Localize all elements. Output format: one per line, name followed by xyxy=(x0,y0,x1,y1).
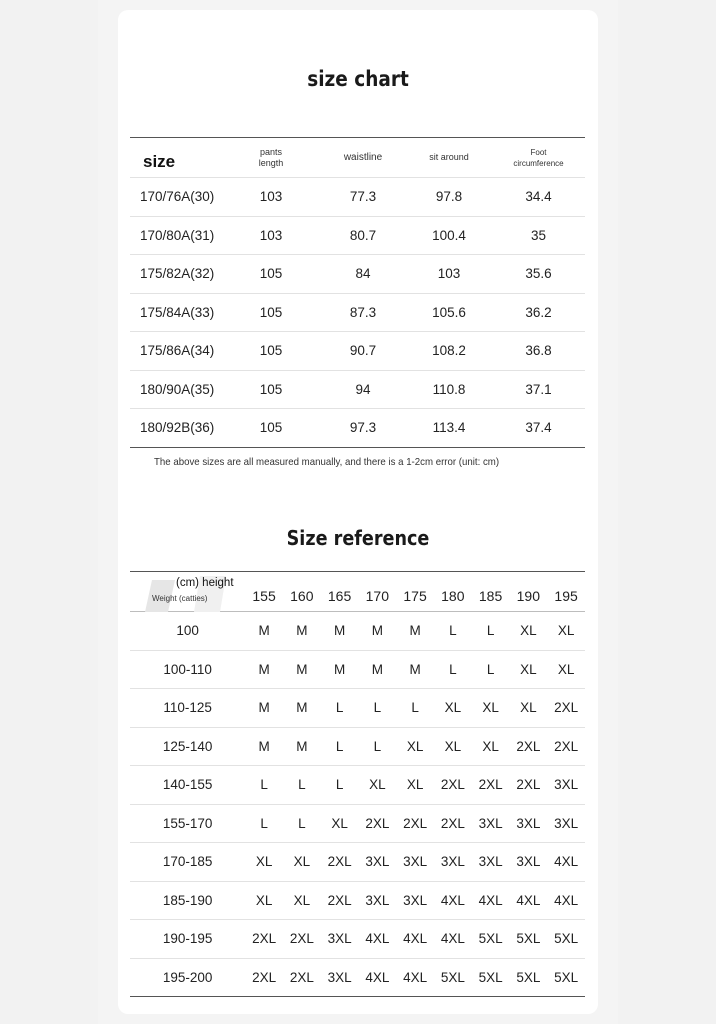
recommended-size-cell: M xyxy=(258,661,270,677)
measurement-cell: 103 xyxy=(259,189,283,205)
size-chart-row xyxy=(130,332,585,371)
size-cell: 170/80A(31) xyxy=(140,227,215,243)
recommended-size-cell: 5XL xyxy=(554,931,579,947)
size-chart-row xyxy=(130,255,585,294)
header-size xyxy=(130,138,222,178)
measurement-cell: 94 xyxy=(355,381,371,397)
measurement-cell: 103 xyxy=(437,266,461,282)
measurement-cell: 103 xyxy=(259,227,283,243)
size-chart-header-row xyxy=(130,138,585,178)
header-pants-line-1: pants xyxy=(259,146,283,157)
recommended-size-cell: XL xyxy=(520,700,537,716)
measurement-cell: 37.1 xyxy=(525,381,552,397)
recommended-size-cell: M xyxy=(371,623,383,639)
recommended-size-cell: L xyxy=(260,777,268,793)
size-reference-title: Size reference xyxy=(286,526,430,550)
size-reference-row xyxy=(130,650,585,689)
height-header-cell: 180 xyxy=(441,587,465,604)
recommended-size-cell: 4XL xyxy=(478,892,503,908)
recommended-size-cell: XL xyxy=(482,738,499,754)
height-header-cell: 170 xyxy=(365,587,389,604)
recommended-size-cell: 4XL xyxy=(554,854,579,870)
recommended-size-cell: XL xyxy=(293,854,311,870)
recommended-size-cell: 4XL xyxy=(365,931,390,947)
recommended-size-cell: M xyxy=(258,738,270,754)
size-card xyxy=(118,10,598,1014)
recommended-size-cell: XL xyxy=(520,623,537,639)
recommended-size-cell: L xyxy=(373,700,382,716)
header-sit-around xyxy=(406,138,492,178)
height-header-cell: 195 xyxy=(554,587,578,604)
measurement-note: The above sizes are all measured manually, and there is a 1-2cm error (unit: cm) xyxy=(154,456,500,468)
header-pants-length xyxy=(222,138,320,178)
measurement-cell: 105 xyxy=(259,343,283,359)
measurement-cell: 35.6 xyxy=(525,266,552,282)
recommended-size-cell: M xyxy=(333,661,346,677)
recommended-size-cell: 3XL xyxy=(478,815,503,831)
recommended-size-cell: 2XL xyxy=(252,931,277,947)
recommended-size-cell: M xyxy=(296,700,308,716)
recommended-size-cell: XL xyxy=(444,738,462,754)
measurement-cell: 36.2 xyxy=(525,304,552,320)
height-header-cell: 190 xyxy=(516,587,540,604)
size-reference-row xyxy=(130,843,585,882)
recommended-size-cell: 4XL xyxy=(440,892,465,908)
recommended-size-cell: 3XL xyxy=(365,892,390,908)
recommended-size-cell: XL xyxy=(255,892,273,908)
measurement-cell: 105 xyxy=(259,420,283,436)
measurement-cell: 105.6 xyxy=(432,304,466,320)
recommended-size-cell: 2XL xyxy=(289,931,314,947)
weight-cell: 100 xyxy=(176,623,199,639)
header-sit-around-line: sit around xyxy=(429,152,469,162)
header-foot-line-2: circumference xyxy=(513,158,564,168)
header-foot-line-1: Foot xyxy=(530,147,547,157)
recommended-size-cell: L xyxy=(373,738,382,754)
recommended-size-cell: XL xyxy=(369,777,386,793)
size-chart-row xyxy=(130,409,585,448)
height-header-cell: 185 xyxy=(478,587,503,604)
recommended-size-cell: 2XL xyxy=(327,892,352,908)
size-cell: 175/86A(34) xyxy=(140,343,215,359)
recommended-size-cell: 3XL xyxy=(403,892,428,908)
recommended-size-cell: 4XL xyxy=(403,969,428,985)
recommended-size-cell: L xyxy=(486,623,495,639)
recommended-size-cell: 3XL xyxy=(478,854,503,870)
size-chart-row xyxy=(130,216,585,255)
recommended-size-cell: 2XL xyxy=(478,777,503,793)
measurement-cell: 105 xyxy=(259,304,283,320)
recommended-size-cell: 3XL xyxy=(327,931,352,947)
size-cell: 180/92B(36) xyxy=(140,420,215,436)
size-chart-row xyxy=(130,293,585,332)
recommended-size-cell: M xyxy=(296,661,308,677)
header-size-line: size xyxy=(143,152,176,171)
size-cell: 175/84A(33) xyxy=(140,304,215,320)
size-reference-table xyxy=(130,571,585,997)
recommended-size-cell: XL xyxy=(406,738,424,754)
recommended-size-cell: 5XL xyxy=(516,931,541,947)
recommended-size-cell: 4XL xyxy=(403,931,428,947)
recommended-size-cell: 4XL xyxy=(554,892,579,908)
recommended-size-cell: 4XL xyxy=(440,931,465,947)
recommended-size-cell: 5XL xyxy=(440,969,465,985)
recommended-size-cell: L xyxy=(298,815,306,831)
measurement-cell: 113.4 xyxy=(432,420,466,436)
size-cell: 180/90A(35) xyxy=(140,381,215,397)
recommended-size-cell: XL xyxy=(444,700,462,716)
recommended-size-cell: 3XL xyxy=(516,815,541,831)
measurement-cell: 97.8 xyxy=(435,189,463,205)
size-chart-title: size chart xyxy=(307,67,409,91)
recommended-size-cell: XL xyxy=(557,623,575,639)
recommended-size-cell: 2XL xyxy=(554,738,579,754)
weight-cell: 170-185 xyxy=(162,854,213,870)
recommended-size-cell: 4XL xyxy=(365,969,390,985)
measurement-cell: 90.7 xyxy=(349,343,377,359)
corner-header-cell xyxy=(130,572,245,612)
recommended-size-cell: XL xyxy=(557,661,575,677)
recommended-size-cell: 3XL xyxy=(440,854,465,870)
header-waistline-line: waistline xyxy=(343,152,383,163)
size-reference-row xyxy=(130,881,585,920)
measurement-cell: 110.8 xyxy=(432,381,466,397)
measurement-cell: 105 xyxy=(259,266,283,282)
weight-cell: 185-190 xyxy=(162,892,213,908)
recommended-size-cell: 3XL xyxy=(554,777,579,793)
size-chart-row xyxy=(130,370,585,409)
recommended-size-cell: XL xyxy=(293,892,311,908)
recommended-size-cell: XL xyxy=(482,700,499,716)
recommended-size-cell: 2XL xyxy=(252,969,277,985)
recommended-size-cell: M xyxy=(371,661,383,677)
recommended-size-cell: 5XL xyxy=(516,969,541,985)
weight-cell: 100-110 xyxy=(163,661,212,677)
weight-cell: 140-155 xyxy=(162,777,213,793)
weight-cell: 110-125 xyxy=(163,700,212,716)
recommended-size-cell: 2XL xyxy=(440,777,465,793)
size-reference-row xyxy=(130,958,585,997)
recommended-size-cell: M xyxy=(258,623,270,639)
corner-height-label: (cm) height xyxy=(176,577,234,589)
measurement-cell: 34.4 xyxy=(525,189,552,205)
measurement-cell: 84 xyxy=(355,266,371,282)
measurement-cell: 105 xyxy=(259,381,283,397)
size-reference-row xyxy=(130,689,585,728)
recommended-size-cell: 2XL xyxy=(289,969,314,985)
measurement-cell: 37.4 xyxy=(525,420,552,436)
recommended-size-cell: M xyxy=(409,623,421,639)
measurement-cell: 35 xyxy=(530,227,547,243)
size-reference-row xyxy=(130,920,585,959)
recommended-size-cell: 2XL xyxy=(516,738,541,754)
recommended-size-cell: 2XL xyxy=(554,700,579,716)
height-header-cell: 155 xyxy=(252,587,276,604)
header-pants-line-2: length xyxy=(258,157,284,168)
recommended-size-cell: L xyxy=(411,700,419,716)
recommended-size-cell: L xyxy=(260,815,268,831)
size-reference-row xyxy=(130,804,585,843)
size-chart-row xyxy=(130,178,585,217)
size-reference-row xyxy=(130,766,585,805)
recommended-size-cell: L xyxy=(486,661,495,677)
recommended-size-cell: XL xyxy=(255,854,273,870)
recommended-size-cell: 2XL xyxy=(403,815,428,831)
header-waistline xyxy=(320,138,406,178)
recommended-size-cell: 2XL xyxy=(516,777,541,793)
recommended-size-cell: 5XL xyxy=(478,931,503,947)
measurement-cell: 97.3 xyxy=(349,420,377,436)
size-reference-header-row xyxy=(130,572,585,612)
recommended-size-cell: L xyxy=(298,777,306,793)
measurement-cell: 77.3 xyxy=(349,189,377,205)
measurement-cell: 87.3 xyxy=(349,304,377,320)
recommended-size-cell: L xyxy=(335,777,344,793)
recommended-size-cell: 5XL xyxy=(478,969,503,985)
recommended-size-cell: 3XL xyxy=(516,854,541,870)
recommended-size-cell: 2XL xyxy=(440,815,465,831)
size-reference-row xyxy=(130,727,585,766)
recommended-size-cell: M xyxy=(258,700,270,716)
measurement-cell: 80.7 xyxy=(349,227,377,243)
height-header-cell: 160 xyxy=(290,587,314,604)
recommended-size-cell: M xyxy=(333,623,346,639)
size-cell: 175/82A(32) xyxy=(140,266,215,282)
recommended-size-cell: M xyxy=(409,661,421,677)
recommended-size-cell: 3XL xyxy=(365,854,390,870)
recommended-size-cell: 3XL xyxy=(403,854,428,870)
recommended-size-cell: L xyxy=(449,661,457,677)
weight-cell: 195-200 xyxy=(162,969,213,985)
measurement-cell: 100.4 xyxy=(432,227,466,243)
size-cell: 170/76A(30) xyxy=(140,189,215,205)
size-reference-row xyxy=(130,612,585,651)
recommended-size-cell: L xyxy=(449,623,457,639)
corner-weight-label: Weight (catties) xyxy=(152,594,208,603)
recommended-size-cell: XL xyxy=(406,777,424,793)
recommended-size-cell: M xyxy=(296,623,308,639)
height-header-cell: 175 xyxy=(403,587,427,604)
recommended-size-cell: L xyxy=(335,700,344,716)
recommended-size-cell: 2XL xyxy=(327,854,352,870)
weight-cell: 155-170 xyxy=(162,815,213,831)
height-header-cell: 165 xyxy=(327,587,352,604)
recommended-size-cell: L xyxy=(335,738,344,754)
recommended-size-cell: 2XL xyxy=(365,815,390,831)
measurement-cell: 108.2 xyxy=(432,343,466,359)
size-chart-table xyxy=(130,137,585,448)
weight-cell: 125-140 xyxy=(162,738,213,754)
recommended-size-cell: XL xyxy=(520,661,537,677)
recommended-size-cell: 5XL xyxy=(554,969,579,985)
header-foot-circumference xyxy=(492,138,585,178)
measurement-cell: 36.8 xyxy=(525,343,552,359)
recommended-size-cell: M xyxy=(296,738,308,754)
weight-cell: 190-195 xyxy=(162,931,213,947)
recommended-size-cell: 3XL xyxy=(554,815,579,831)
recommended-size-cell: 3XL xyxy=(327,969,352,985)
recommended-size-cell: XL xyxy=(331,815,348,831)
recommended-size-cell: 4XL xyxy=(516,892,541,908)
